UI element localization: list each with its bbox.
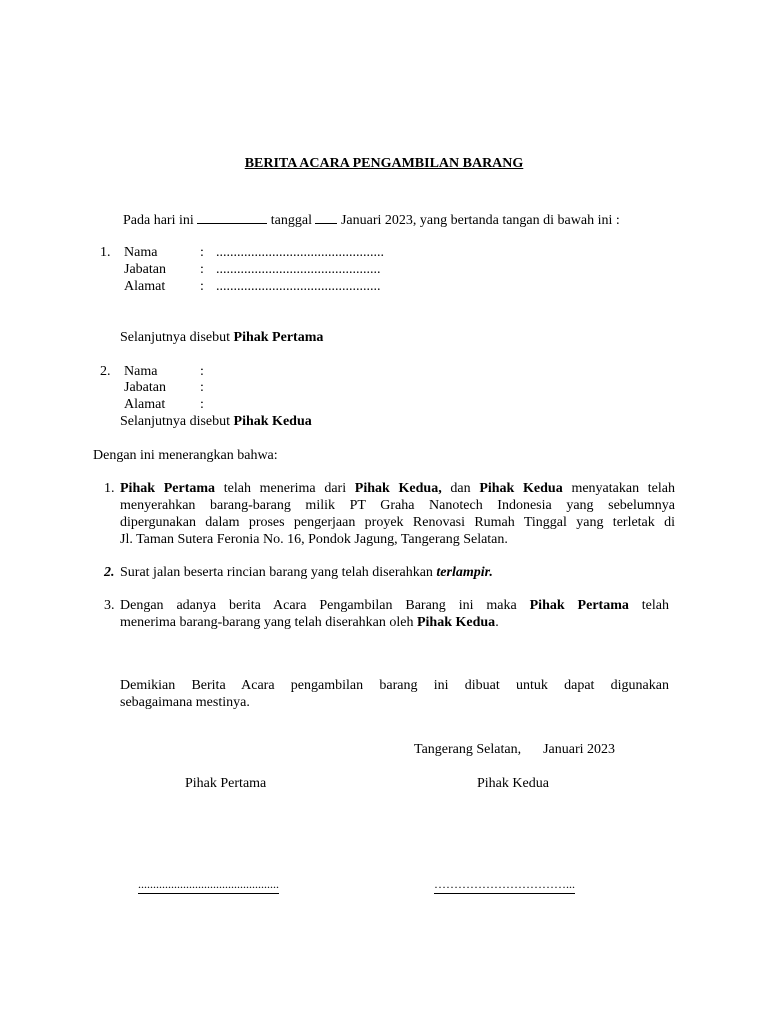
date: Januari 2023: [543, 742, 616, 757]
party1-value-alamat: ...............................................: [216, 279, 381, 294]
point1-text: [120, 480, 675, 548]
party1-label-nama: Nama: [124, 245, 158, 260]
party1-designation-name: Pihak Pertama: [233, 330, 324, 345]
party1-label-jabatan: Jabatan: [124, 262, 166, 277]
party1-value-nama: ................................................: [216, 245, 384, 260]
party1-row-jabatan: [124, 261, 381, 278]
party2-label-nama: Nama: [124, 364, 158, 379]
intro-prefix: Pada hari ini: [123, 213, 194, 228]
party1-number: 1.: [100, 245, 111, 260]
point3-text-part: .: [495, 615, 499, 630]
point2-text: [120, 564, 493, 581]
intro-line: [123, 210, 620, 229]
bold-pihak-pertama: Pihak Pertama: [529, 598, 629, 613]
point3-line2: [120, 614, 669, 631]
closing-line1: Demikian Berita Acara pengambilan barang ini dibuat untuk dapat digunakan: [120, 678, 669, 693]
point1-number: 1.: [104, 481, 115, 496]
party1-designation: [120, 329, 323, 346]
party2-label-alamat: Alamat: [124, 397, 166, 412]
party2-designation: [120, 413, 312, 430]
party1-value-jabatan: ...............................................: [216, 262, 381, 277]
point2-text-body: Surat jalan beserta rincian barang yang telah diserahkan: [120, 565, 433, 580]
bold-pihak-kedua: Pihak Kedua: [416, 615, 496, 630]
place: Tangerang Selatan,: [414, 742, 522, 757]
bold-pihak-kedua: Pihak Kedua,: [354, 481, 442, 496]
point1-text-part: telah menerima dari: [215, 481, 355, 496]
statement-intro: Dengan ini menerangkan bahwa:: [93, 448, 278, 463]
date-blank: [315, 210, 337, 224]
point3-text-part: telah: [628, 598, 669, 613]
party2-row-jabatan: [124, 379, 216, 396]
signature-label-first: Pihak Pertama: [185, 776, 267, 791]
party1-label-alamat: Alamat: [124, 279, 166, 294]
signature-line-first: ...............................................: [138, 876, 279, 894]
point1-line4: Jl. Taman Sutera Feronia No. 16, Pondok Jagung, Tangerang Selatan.: [120, 532, 508, 547]
party1-row-name: [124, 244, 384, 261]
closing-paragraph: [120, 677, 669, 711]
place-date: [414, 741, 615, 758]
day-blank: [197, 210, 267, 224]
page-title: BERITA ACARA PENGAMBILAN BARANG: [244, 156, 524, 171]
point3-line1: [120, 597, 669, 614]
intro-mid: tanggal: [270, 213, 312, 228]
party2-row-name: [124, 363, 216, 380]
point3-number: 3.: [104, 598, 115, 613]
party1-colon: :: [200, 245, 204, 260]
point2-number: 2.: [104, 565, 115, 580]
bold-pihak-kedua: Pihak Kedua: [479, 481, 563, 496]
signature-line-second: ……………………………...: [434, 876, 575, 894]
bold-pihak-pertama: Pihak Pertama: [120, 481, 216, 496]
intro-suffix: Januari 2023, yang bertanda tangan di bawah ini :: [340, 213, 620, 228]
party2-row-alamat: [124, 396, 216, 413]
signature-label-second: Pihak Kedua: [477, 776, 549, 791]
party1-colon: :: [200, 279, 204, 294]
party2-label-jabatan: Jabatan: [124, 380, 166, 395]
point1-line2: menyerahkan barang-barang milik PT Graha Nanotech Indonesia yang sebelumnya: [120, 498, 675, 513]
point1-text-part: dan: [441, 481, 480, 496]
party2-colon: :: [200, 364, 204, 379]
point3-text-part: menerima barang-barang yang telah diserahkan oleh: [120, 615, 417, 630]
party2-designation-name: Pihak Kedua: [233, 414, 312, 429]
point2-emphasis: terlampir.: [436, 565, 493, 580]
point3-text-part: Dengan adanya berita Acara Pengambilan Barang ini maka: [120, 598, 530, 613]
party1-colon: :: [200, 262, 204, 277]
point3-text: [120, 597, 669, 631]
party2-colon: :: [200, 380, 204, 395]
point1-text-part: menyatakan telah: [562, 481, 675, 496]
point1-line3: dipergunakan dalam proses pengerjaan proyek Renovasi Rumah Tinggal yang terletak di: [120, 515, 675, 530]
party1-designation-prefix: Selanjutnya disebut: [120, 330, 231, 345]
closing-line2: sebagaimana mestinya.: [120, 695, 250, 710]
party1-row-alamat: [124, 278, 381, 295]
party2-colon: :: [200, 397, 204, 412]
party2-number: 2.: [100, 364, 111, 379]
point1-line1: [120, 480, 675, 497]
party2-designation-prefix: Selanjutnya disebut: [120, 414, 231, 429]
